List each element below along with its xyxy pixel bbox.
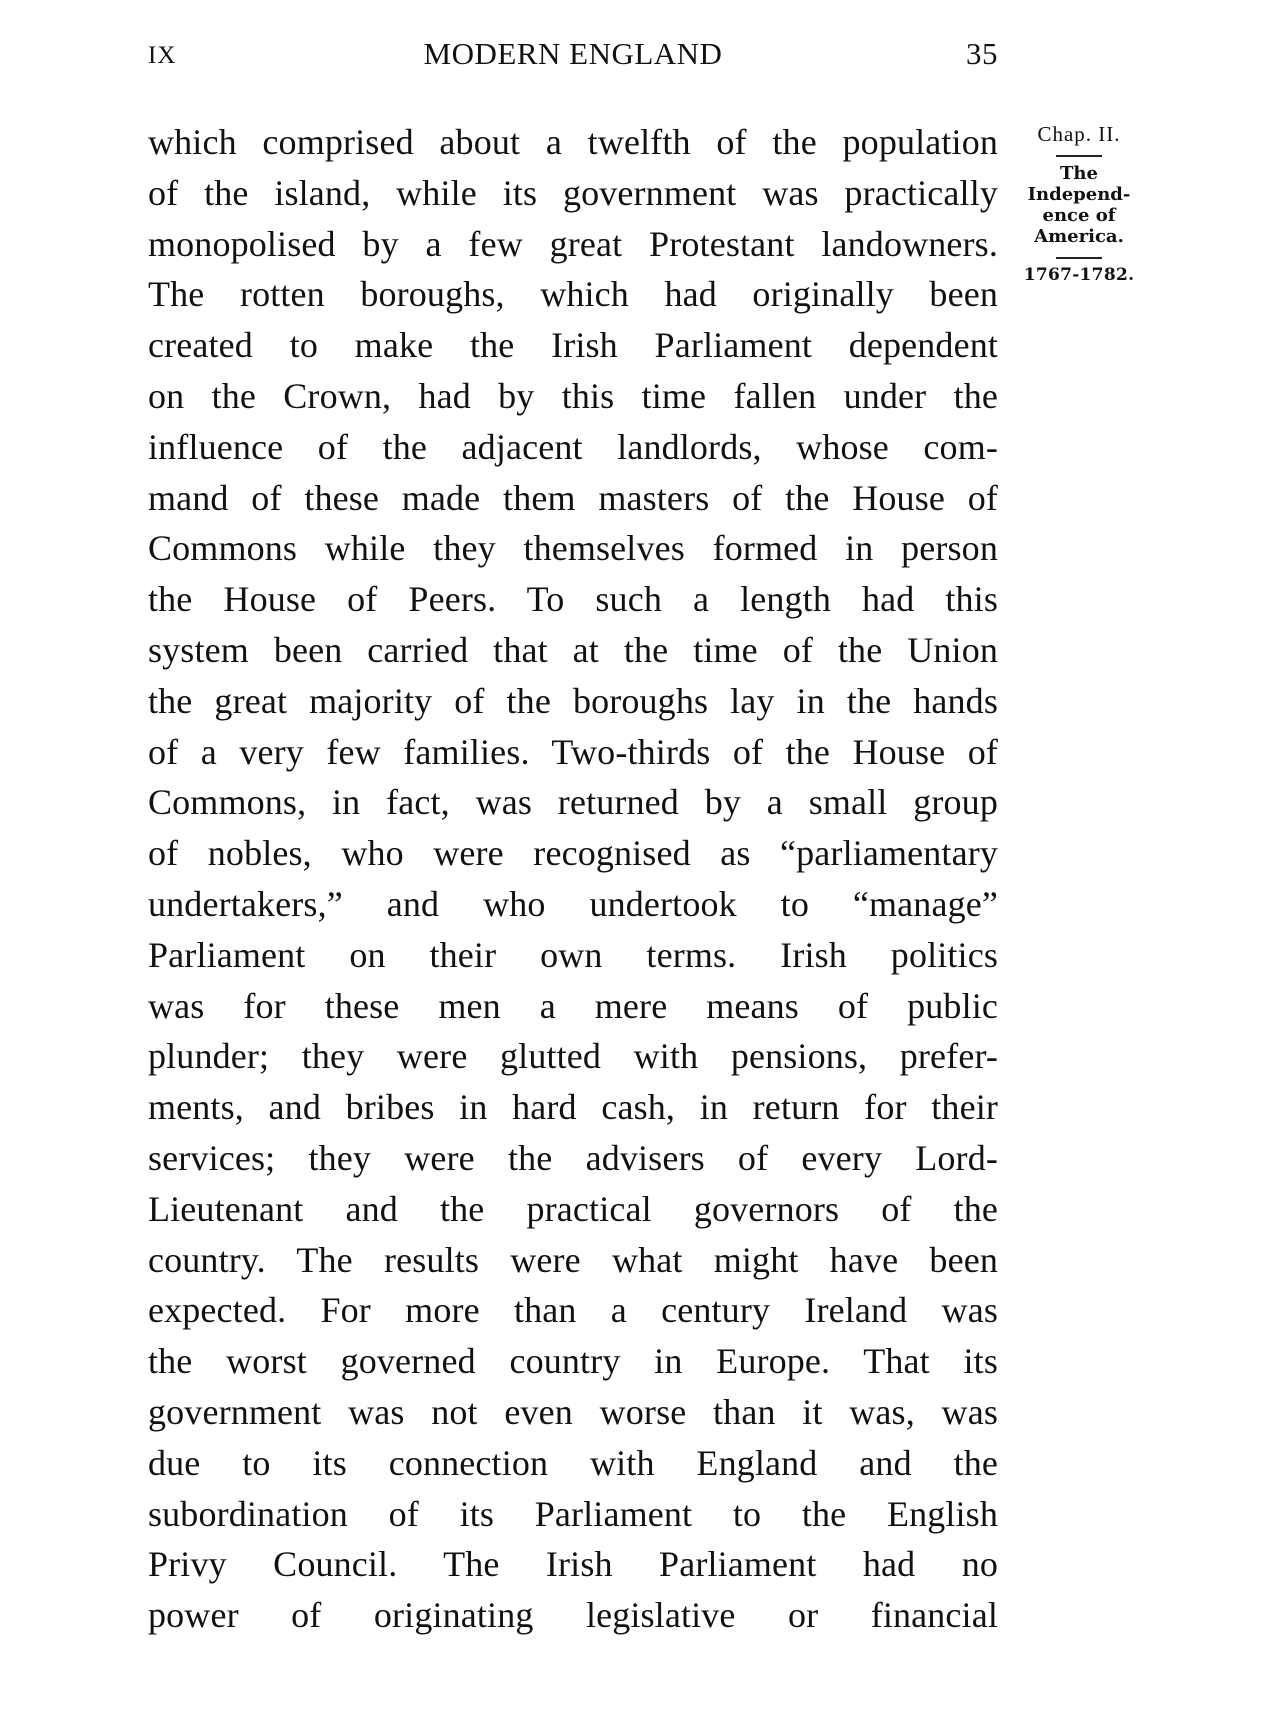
- body-line: Privy Council. The Irish Parliament had no: [148, 1544, 998, 1585]
- body-text: [148, 117, 998, 1641]
- body-line: Lieutenant and the practical governors of the: [148, 1188, 998, 1229]
- body-line: the worst governed country in Europe. That its: [148, 1341, 998, 1382]
- body-line: plunder; they were glutted with pensions, prefer-: [148, 1036, 998, 1077]
- body-line: Commons while they themselves formed in person: [148, 528, 998, 569]
- margin-note-chapter: Chap. II.: [1037, 122, 1121, 146]
- body-line: government was not even worse than it was, was: [148, 1391, 998, 1432]
- margin-note-divider: [1056, 257, 1102, 259]
- margin-note-dates: 1767-1782.: [1023, 265, 1135, 285]
- margin-note: [1015, 124, 1143, 286]
- body-line: of the island, while its government was practically: [148, 172, 998, 213]
- body-line: services; they were the advisers of every Lord-: [148, 1137, 998, 1178]
- margin-note-divider: [1056, 155, 1102, 157]
- body-line: due to its connection with England and the: [148, 1442, 998, 1483]
- body-line: Parliament on their own terms. Irish politics: [148, 934, 998, 975]
- margin-note-subject-line: America.: [1034, 226, 1124, 247]
- body-line: of nobles, who were recognised as “parliamentary: [148, 833, 998, 874]
- body-line: undertakers,” and who undertook to “manage”: [148, 883, 998, 924]
- margin-note-subject: [1015, 163, 1143, 247]
- page-number: 35: [966, 36, 998, 71]
- body-line: created to make the Irish Parliament dependent: [148, 325, 998, 366]
- body-line: the great majority of the boroughs lay in the hands: [148, 680, 998, 721]
- body-line: of a very few families. Two-thirds of the House of: [148, 731, 998, 772]
- body-line: power of originating legislative or financial: [148, 1595, 998, 1636]
- body-line: which comprised about a twelfth of the population: [148, 122, 998, 162]
- running-head-title: MODERN ENGLAND: [423, 36, 723, 71]
- margin-note-subject-line: Independ-: [1027, 184, 1131, 205]
- body-line: on the Crown, had by this time fallen under the: [148, 375, 998, 416]
- body-line: The rotten boroughs, which had originally been: [148, 274, 998, 315]
- body-line: was for these men a mere means of public: [148, 985, 998, 1026]
- running-head-chapter: IX: [148, 42, 177, 69]
- margin-note-subject-line: The: [1060, 163, 1098, 184]
- body-line: ments, and bribes in hard cash, in return for their: [148, 1087, 998, 1128]
- body-line: monopolised by a few great Protestant landowners.: [148, 223, 998, 264]
- body-line: system been carried that at the time of the Union: [148, 629, 998, 670]
- margin-note-subject-line: ence of: [1042, 205, 1116, 226]
- body-line: influence of the adjacent landlords, whose com-: [148, 426, 998, 467]
- body-line: the House of Peers. To such a length had this: [148, 579, 998, 620]
- body-line: mand of these made them masters of the House of: [148, 477, 998, 518]
- body-line: subordination of its Parliament to the English: [148, 1493, 998, 1534]
- running-head: [148, 36, 998, 80]
- body-line: country. The results were what might have been: [148, 1239, 998, 1280]
- body-line: expected. For more than a century Ireland was: [148, 1290, 998, 1331]
- body-line: Commons, in fact, was returned by a small group: [148, 782, 998, 823]
